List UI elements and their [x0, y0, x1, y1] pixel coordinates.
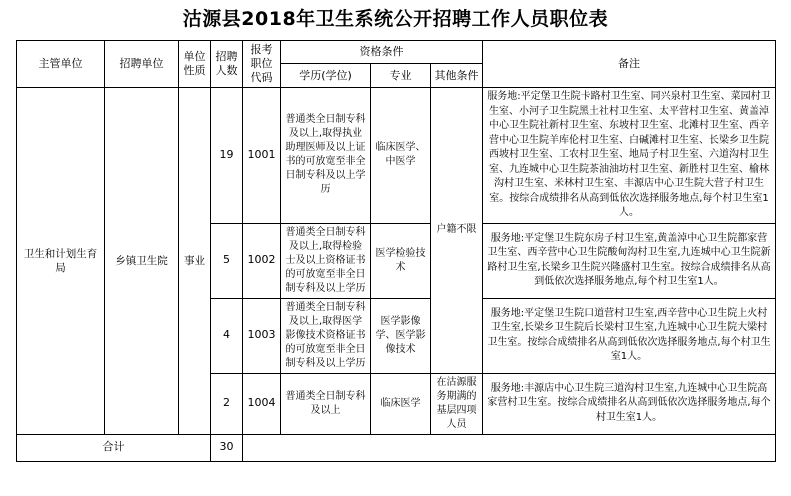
cell-unit-nature: 事业: [179, 88, 211, 435]
header-education: 学历(学位): [281, 64, 371, 88]
cell-education: 普通类全日制专科及以上,取得检验士及以上资格证书的可放宽至非全日制专科及以上学历: [281, 223, 371, 298]
page-title: 沽源县2018年卫生系统公开招聘工作人员职位表: [182, 8, 609, 30]
header-other-condition: 其他条件: [431, 64, 483, 88]
cell-recruit-count: 4: [211, 298, 243, 373]
cell-position-code: 1002: [243, 223, 281, 298]
cell-recruit-count: 2: [211, 373, 243, 434]
cell-remark: 服务地:平定堡卫生院东房子村卫生室,黄盖淖中心卫生院都家营卫生室、西辛营中心卫生院酸甸沟村卫生室,九连城中心卫生院新路村卫生室,长梁乡卫生院兴隆盛村卫生室。按综合成绩排名从高到低依次选择服务地点,每个村卫生室1人。: [483, 223, 776, 298]
header-major: 专业: [371, 64, 431, 88]
cell-other-condition: 在沽源服务期满的基层四项人员: [431, 373, 483, 434]
header-position-code: 报考职位代码: [243, 40, 281, 87]
cell-other-condition: 户籍不限: [431, 88, 483, 374]
cell-position-code: 1001: [243, 88, 281, 224]
cell-major: 临床医学: [371, 373, 431, 434]
cell-remark: 服务地:平定堡卫生院卡路村卫生室、同兴泉村卫生室、菜园村卫生室、小河子卫生院黑土社村卫生室、太平营村卫生室、黄盖淖中心卫生院社新村卫生室、东坡村卫生室、北滩村卫生室、西辛营中心卫生院羊库伦村卫生室、白碱滩村卫生室、长梁乡卫生院西坡村卫生室、工农村卫生室、地局子村卫生室、六道沟村卫生室、九连城中心卫生院茶油油坊村卫生室、新胜村卫生室、榆林沟村卫生室、米林村卫生室、丰源店中心卫生院大营子村卫生室。按综合成绩排名从高到低依次选择服务地点,每个村卫生室1人。: [483, 88, 776, 224]
table-row: [17, 88, 776, 224]
header-remark: 备注: [483, 40, 776, 87]
header-unit-nature: 单位性质: [179, 40, 211, 87]
header-recruit-count: 招聘人数: [211, 40, 243, 87]
table-total-row: [17, 434, 776, 461]
header-recruit-unit: 招聘单位: [105, 40, 179, 87]
header-supervisor-unit: 主管单位: [17, 40, 105, 87]
total-value: 30: [211, 434, 243, 461]
cell-major: 临床医学、中医学: [371, 88, 431, 224]
total-empty: [243, 434, 776, 461]
cell-education: 普通类全日制专科及以上,取得医学影像技术资格证书的可放宽至非全日制专科及以上学历: [281, 298, 371, 373]
cell-recruit-count: 5: [211, 223, 243, 298]
cell-remark: 服务地:丰源店中心卫生院三道沟村卫生室,九连城中心卫生院高家营村卫生室。按综合成绩排名从高到低依次选择服务地点,每个村卫生室1人。: [483, 373, 776, 434]
cell-education: 普通类全日制专科及以上,取得执业助理医师及以上证书的可放宽至非全日制专科及以上学历: [281, 88, 371, 224]
cell-recruit-unit: 乡镇卫生院: [105, 88, 179, 435]
cell-position-code: 1003: [243, 298, 281, 373]
cell-education: 普通类全日制专科及以上: [281, 373, 371, 434]
cell-supervisor-unit: 卫生和计划生育局: [17, 88, 105, 435]
cell-major: 医学检验技术: [371, 223, 431, 298]
cell-major: 医学影像学、医学影像技术: [371, 298, 431, 373]
total-label: 合计: [17, 434, 211, 461]
cell-recruit-count: 19: [211, 88, 243, 224]
cell-remark: 服务地:平定堡卫生院口道营村卫生室,西辛营中心卫生院上火村卫生室,长梁乡卫生院后长梁村卫生室,九连城中心卫生院大梁村卫生室。按综合成绩排名从高到低依次选择服务地点,每个村卫生室1人。: [483, 298, 776, 373]
table-header-row-1: [17, 40, 776, 64]
job-positions-table: [16, 40, 776, 462]
header-qualification: 资格条件: [281, 40, 483, 64]
cell-position-code: 1004: [243, 373, 281, 434]
